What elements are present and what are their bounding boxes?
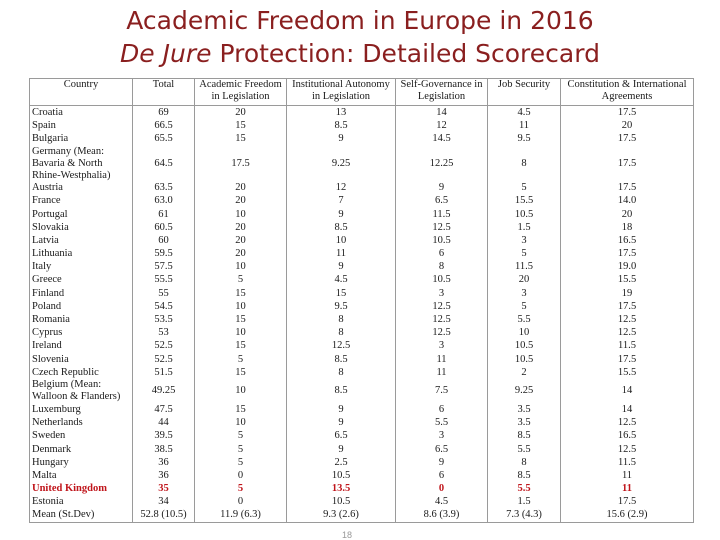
table-row (30, 313, 694, 326)
score-cell: 5.5 (396, 417, 488, 430)
score-cell: 19.0 (561, 261, 694, 274)
score-cell: 8.5 (488, 469, 561, 482)
score-cell: 10.5 (396, 274, 488, 287)
score-cell: 11 (561, 483, 694, 496)
score-cell: 8 (287, 313, 396, 326)
table-row (30, 146, 694, 182)
score-cell: 12 (287, 182, 396, 195)
score-cell: 54.5 (133, 300, 195, 313)
score-cell: 55 (133, 287, 195, 300)
score-cell: 9 (287, 132, 396, 145)
score-cell: 36 (133, 456, 195, 469)
score-cell: 10 (195, 417, 287, 430)
score-cell: 12.5 (287, 340, 396, 353)
table-row (30, 261, 694, 274)
country-cell: Slovenia (30, 353, 133, 366)
title-italic-dejure: De Jure (120, 39, 212, 68)
table-row (30, 248, 694, 261)
country-cell: Austria (30, 182, 133, 195)
score-cell: 10 (195, 327, 287, 340)
score-cell: 5.5 (488, 443, 561, 456)
score-cell: 17.5 (195, 146, 287, 182)
score-cell: 8 (488, 456, 561, 469)
score-cell: 8 (488, 146, 561, 182)
score-cell: 10.5 (396, 234, 488, 247)
score-cell: 18 (561, 221, 694, 234)
score-cell: 3 (488, 234, 561, 247)
score-cell: 12.5 (396, 221, 488, 234)
score-cell: 3 (488, 287, 561, 300)
table-row (30, 132, 694, 145)
column-header: Job Security (488, 79, 561, 106)
country-cell: Denmark (30, 443, 133, 456)
score-cell: 17.5 (561, 300, 694, 313)
score-cell: 5 (195, 443, 287, 456)
score-cell: 17.5 (561, 182, 694, 195)
score-cell: 7.3 (4.3) (488, 509, 561, 523)
score-cell: 6 (396, 248, 488, 261)
score-cell: 12.5 (561, 327, 694, 340)
table-row (30, 287, 694, 300)
score-cell: 8.5 (287, 221, 396, 234)
score-cell: 52.8 (10.5) (133, 509, 195, 523)
score-cell: 9 (287, 261, 396, 274)
score-cell: 11.5 (561, 340, 694, 353)
score-cell: 5.5 (488, 313, 561, 326)
score-cell: 17.5 (561, 106, 694, 120)
score-cell: 3 (396, 430, 488, 443)
score-cell: 11.9 (6.3) (195, 509, 287, 523)
score-cell: 51.5 (133, 366, 195, 379)
country-cell: France (30, 195, 133, 208)
country-cell: Cyprus (30, 327, 133, 340)
score-cell: 52.5 (133, 340, 195, 353)
table-row (30, 195, 694, 208)
score-cell: 5 (488, 300, 561, 313)
score-cell: 63.5 (133, 182, 195, 195)
score-cell: 65.5 (133, 132, 195, 145)
score-cell: 8.5 (488, 430, 561, 443)
score-cell: 53 (133, 327, 195, 340)
score-cell: 57.5 (133, 261, 195, 274)
score-cell: 15 (195, 287, 287, 300)
score-cell: 9.3 (2.6) (287, 509, 396, 523)
country-cell: Ireland (30, 340, 133, 353)
table-row (30, 234, 694, 247)
score-cell: 3 (396, 287, 488, 300)
score-cell: 20 (195, 234, 287, 247)
score-cell: 47.5 (133, 403, 195, 416)
score-cell: 13.5 (287, 483, 396, 496)
score-cell: 1.5 (488, 496, 561, 509)
score-cell: 14 (561, 379, 694, 403)
score-cell: 14 (561, 403, 694, 416)
country-cell: Spain (30, 119, 133, 132)
score-cell: 8 (287, 327, 396, 340)
score-cell: 11.5 (396, 208, 488, 221)
score-cell: 9 (287, 443, 396, 456)
score-cell: 20 (561, 208, 694, 221)
score-cell: 14.0 (561, 195, 694, 208)
score-cell: 4.5 (396, 496, 488, 509)
table-row (30, 274, 694, 287)
score-cell: 60 (133, 234, 195, 247)
score-cell: 64.5 (133, 146, 195, 182)
score-cell: 8.5 (287, 353, 396, 366)
score-cell: 12.25 (396, 146, 488, 182)
score-cell: 3.5 (488, 403, 561, 416)
score-cell: 8.5 (287, 119, 396, 132)
score-cell: 17.5 (561, 132, 694, 145)
score-cell: 15 (287, 287, 396, 300)
table-row (30, 366, 694, 379)
score-cell: 12.5 (396, 300, 488, 313)
column-header: Constitution & International Agreements (561, 79, 694, 106)
score-cell: 8 (396, 261, 488, 274)
score-cell: 3 (396, 340, 488, 353)
country-cell: Luxemburg (30, 403, 133, 416)
score-cell: 60.5 (133, 221, 195, 234)
column-header: Institutional Autonomy in Legislation (287, 79, 396, 106)
table-row (30, 353, 694, 366)
score-cell: 14 (396, 106, 488, 120)
country-cell: Poland (30, 300, 133, 313)
table-row (30, 221, 694, 234)
score-cell: 13 (287, 106, 396, 120)
score-cell: 11 (561, 469, 694, 482)
score-cell: 69 (133, 106, 195, 120)
score-cell: 5 (195, 274, 287, 287)
score-cell: 9 (287, 208, 396, 221)
country-cell: Hungary (30, 456, 133, 469)
score-cell: 10.5 (287, 496, 396, 509)
score-cell: 10.5 (488, 208, 561, 221)
score-cell: 5 (195, 353, 287, 366)
table-row (30, 443, 694, 456)
country-cell: Mean (St.Dev) (30, 509, 133, 523)
score-cell: 8.5 (287, 379, 396, 403)
score-cell: 19 (561, 287, 694, 300)
country-cell: Slovakia (30, 221, 133, 234)
score-cell: 15 (195, 132, 287, 145)
score-cell: 6.5 (396, 195, 488, 208)
score-cell: 12.5 (396, 327, 488, 340)
score-cell: 10.5 (488, 353, 561, 366)
score-cell: 17.5 (561, 353, 694, 366)
score-cell: 14.5 (396, 132, 488, 145)
score-cell: 3.5 (488, 417, 561, 430)
score-cell: 10.5 (488, 340, 561, 353)
table-row (30, 403, 694, 416)
score-cell: 12.5 (561, 443, 694, 456)
score-cell: 0 (195, 469, 287, 482)
score-cell: 6 (396, 403, 488, 416)
score-cell: 52.5 (133, 353, 195, 366)
country-cell: Portugal (30, 208, 133, 221)
table-row (30, 430, 694, 443)
score-cell: 6.5 (287, 430, 396, 443)
score-cell: 5.5 (488, 483, 561, 496)
table-row (30, 119, 694, 132)
column-header: Total (133, 79, 195, 106)
score-cell: 53.5 (133, 313, 195, 326)
score-cell: 15.6 (2.9) (561, 509, 694, 523)
column-header: Self-Governance in Legislation (396, 79, 488, 106)
country-cell: Croatia (30, 106, 133, 120)
column-header: Country (30, 79, 133, 106)
country-cell: Belgium (Mean: Walloon & Flanders) (30, 379, 133, 403)
table-row (30, 327, 694, 340)
score-cell: 10.5 (287, 469, 396, 482)
score-cell: 10 (287, 234, 396, 247)
score-cell: 12.5 (561, 417, 694, 430)
score-cell: 4.5 (488, 106, 561, 120)
score-cell: 11 (396, 366, 488, 379)
country-cell: Germany (Mean: Bavaria & North Rhine-Westphalia) (30, 146, 133, 182)
country-cell: Estonia (30, 496, 133, 509)
page-number: 18 (342, 530, 353, 540)
score-cell: 9 (396, 182, 488, 195)
score-cell: 2 (488, 366, 561, 379)
country-cell: Czech Republic (30, 366, 133, 379)
column-header: Academic Freedom in Legislation (195, 79, 287, 106)
score-cell: 11 (287, 248, 396, 261)
score-cell: 9 (396, 456, 488, 469)
score-cell: 10 (488, 327, 561, 340)
score-cell: 20 (195, 248, 287, 261)
table-body (30, 106, 694, 523)
table-row (30, 417, 694, 430)
score-cell: 10 (195, 379, 287, 403)
score-cell: 0 (396, 483, 488, 496)
score-cell: 6.5 (396, 443, 488, 456)
score-cell: 6 (396, 469, 488, 482)
country-cell: Bulgaria (30, 132, 133, 145)
score-cell: 15 (195, 366, 287, 379)
score-cell: 9.5 (287, 300, 396, 313)
score-cell: 12 (396, 119, 488, 132)
score-cell: 20 (195, 106, 287, 120)
score-cell: 16.5 (561, 234, 694, 247)
score-cell: 20 (195, 182, 287, 195)
score-cell: 9 (287, 417, 396, 430)
score-cell: 20 (195, 195, 287, 208)
score-cell: 7 (287, 195, 396, 208)
score-cell: 10 (195, 300, 287, 313)
score-cell: 5 (195, 456, 287, 469)
country-cell: Malta (30, 469, 133, 482)
table-row (30, 182, 694, 195)
country-cell: Netherlands (30, 417, 133, 430)
score-cell: 7.5 (396, 379, 488, 403)
score-cell: 15 (195, 403, 287, 416)
table-row (30, 379, 694, 403)
score-cell: 9.25 (287, 146, 396, 182)
score-cell: 15.5 (561, 366, 694, 379)
score-cell: 15.5 (561, 274, 694, 287)
table-row (30, 469, 694, 482)
score-cell: 35 (133, 483, 195, 496)
score-cell: 61 (133, 208, 195, 221)
score-cell: 15 (195, 340, 287, 353)
table-row (30, 300, 694, 313)
scorecard-table (29, 78, 694, 523)
table-row (30, 496, 694, 509)
score-cell: 20 (195, 221, 287, 234)
table-row (30, 456, 694, 469)
table-row (30, 340, 694, 353)
country-cell: United Kingdom (30, 483, 133, 496)
score-cell: 38.5 (133, 443, 195, 456)
score-cell: 12.5 (561, 313, 694, 326)
score-cell: 9.5 (488, 132, 561, 145)
country-cell: Italy (30, 261, 133, 274)
score-cell: 17.5 (561, 146, 694, 182)
score-cell: 9.25 (488, 379, 561, 403)
score-cell: 8 (287, 366, 396, 379)
score-cell: 0 (195, 496, 287, 509)
country-cell: Greece (30, 274, 133, 287)
title-rest: Protection: Detailed Scorecard (211, 39, 600, 68)
score-cell: 59.5 (133, 248, 195, 261)
score-cell: 5 (195, 483, 287, 496)
score-cell: 5 (488, 182, 561, 195)
table-row (30, 483, 694, 496)
score-cell: 10 (195, 261, 287, 274)
score-cell: 39.5 (133, 430, 195, 443)
slide-title-line2 (0, 39, 720, 69)
score-cell: 16.5 (561, 430, 694, 443)
score-cell: 11 (396, 353, 488, 366)
score-cell: 36 (133, 469, 195, 482)
score-cell: 15 (195, 313, 287, 326)
score-cell: 11 (488, 119, 561, 132)
score-cell: 20 (561, 119, 694, 132)
score-cell: 49.25 (133, 379, 195, 403)
country-cell: Finland (30, 287, 133, 300)
score-cell: 12.5 (396, 313, 488, 326)
score-cell: 66.5 (133, 119, 195, 132)
score-cell: 17.5 (561, 248, 694, 261)
score-cell: 4.5 (287, 274, 396, 287)
score-cell: 15 (195, 119, 287, 132)
score-cell: 8.6 (3.9) (396, 509, 488, 523)
score-cell: 1.5 (488, 221, 561, 234)
country-cell: Latvia (30, 234, 133, 247)
country-cell: Lithuania (30, 248, 133, 261)
slide-title-line1: Academic Freedom in Europe in 2016 (126, 6, 594, 35)
header-row (30, 79, 694, 106)
score-cell: 5 (195, 430, 287, 443)
score-cell: 63.0 (133, 195, 195, 208)
country-cell: Sweden (30, 430, 133, 443)
table-row (30, 106, 694, 120)
table-row (30, 208, 694, 221)
score-cell: 2.5 (287, 456, 396, 469)
score-cell: 9 (287, 403, 396, 416)
score-cell: 34 (133, 496, 195, 509)
score-cell: 44 (133, 417, 195, 430)
score-cell: 11.5 (488, 261, 561, 274)
table-row (30, 509, 694, 523)
score-cell: 20 (488, 274, 561, 287)
score-cell: 5 (488, 248, 561, 261)
score-cell: 10 (195, 208, 287, 221)
score-cell: 55.5 (133, 274, 195, 287)
score-cell: 11.5 (561, 456, 694, 469)
country-cell: Romania (30, 313, 133, 326)
score-cell: 15.5 (488, 195, 561, 208)
score-cell: 17.5 (561, 496, 694, 509)
